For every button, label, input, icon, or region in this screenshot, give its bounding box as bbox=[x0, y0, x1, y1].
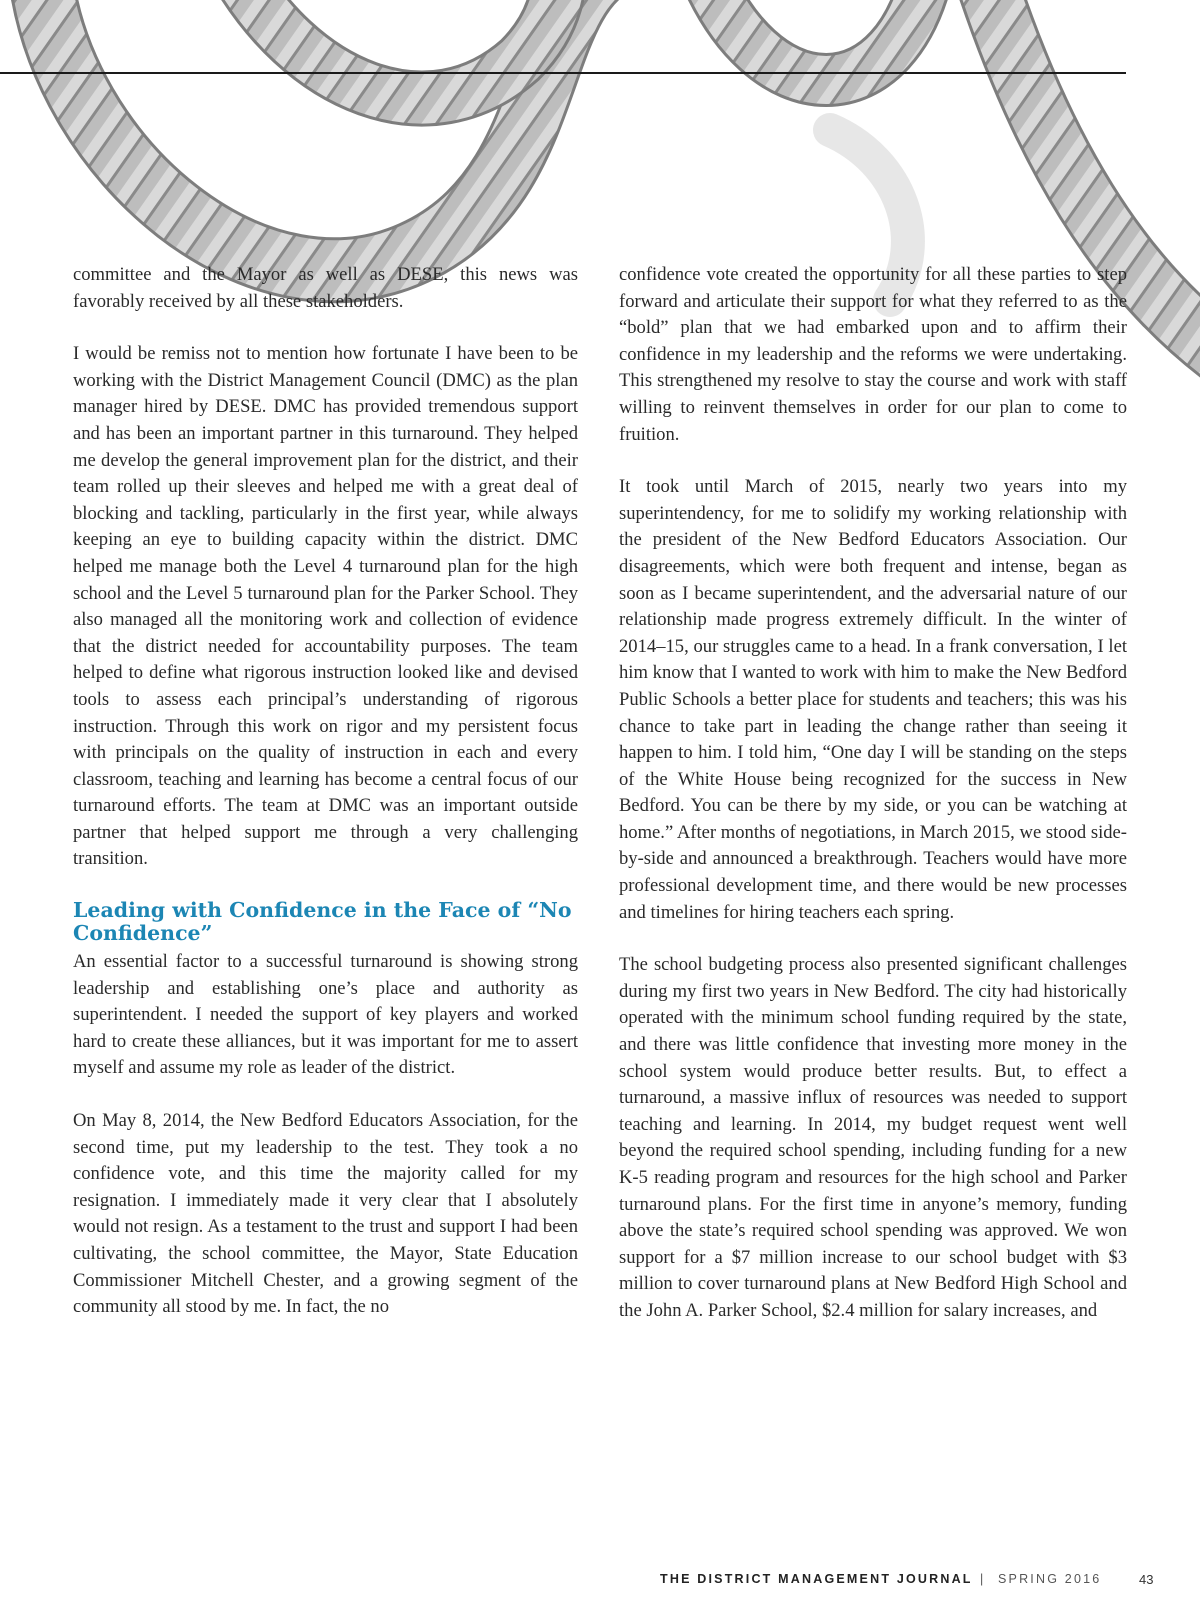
footer-separator: | bbox=[980, 1572, 984, 1586]
right-column bbox=[619, 262, 1127, 1325]
page-number: 43 bbox=[1139, 1572, 1154, 1587]
body-paragraph: It took until March of 2015, nearly two years into my superintendency, for me to solidify my working relationship with the president of the New Bedford Educators Association. Our disagreements, which were both frequent and intense, began as soon as I became superintendent, and the adversarial nature of our relationship made progress extremely difficult. In the winter of 2014–15, our struggles came to a head. In a frank conversation, I let him know that I wanted to work with him to make the New Bedford Public Schools a better place for students and teachers; this was his chance to take part in leading the change rather than seeing it happen to him. I told him, “One day I will be standing on the steps of the White House being recognized for the success in New Bedford. You can be there by my side, or you can be watching at home.” After months of negotiations, in March 2015, we stood side-by-side and announced a breakthrough. Teachers would have more professional development time, and there would be new processes and timelines for hiring teachers each spring. bbox=[619, 476, 1127, 923]
section-heading: Leading with Confidence in the Face of “No Confidence” bbox=[73, 898, 572, 946]
page-footer bbox=[0, 1572, 1200, 1592]
body-paragraph: An essential factor to a successful turnaround is showing strong leadership and establishing one’s place and authority as superintendent. I needed the support of key players and worked hard to create these alliances, but it was important for me to assert myself and assume my role as leader of the district. bbox=[73, 951, 578, 1079]
body-paragraph: The school budgeting process also presented significant challenges during my first two years in New Bedford. The city had historically operated with the minimum school funding required by the state, and there was little confidence that investing more money in the school system would produce better results. But, to effect a turnaround, a massive influx of resources was needed to support teaching and learning. In 2014, my budget request went well beyond the required school spending, including funding for a new K-5 reading program and resources for the high school and Parker turnaround plans. For the first time in anyone’s memory, funding above the state’s required school spending was approved. We won support for a $7 million increase to our school budget with $3 million to cover turnaround plans at New Bedford High School and the John A. Parker School, $2.4 million for salary increases, and bbox=[619, 954, 1127, 1321]
body-paragraph: committee and the Mayor as well as DESE, this news was favorably received by all these stakeholders. bbox=[73, 264, 578, 312]
left-column bbox=[73, 262, 578, 1321]
issue-season: SPRING 2016 bbox=[998, 1572, 1102, 1586]
body-paragraph: I would be remiss not to mention how fortunate I have been to be working with the District Management Council (DMC) as the plan manager hired by DESE. DMC has provided tremendous support and has been an important partner in this turnaround. They helped me develop the general improvement plan for the district, and their team rolled up their sleeves and helped me with a great deal of blocking and tackling, particularly in the first year, while always keeping an eye to building capacity within the district. DMC helped me manage both the Level 4 turnaround plan for the high school and the Level 5 turnaround plan for the Parker School. They also managed all the monitoring work and collection of evidence that the district needed for accountability purposes. The team helped to define what rigorous instruction looked like and devised tools to assess each principal’s understanding of rigorous instruction. Through this work on rigor and my persistent focus with principals on the quality of instruction in each and every classroom, teaching and learning has become a central focus of our turnaround efforts. The team at DMC was an important outside partner that helped support me through a very challenging transition. bbox=[73, 343, 578, 870]
body-paragraph: confidence vote created the opportunity for all these parties to step forward and articulate their support for what they referred to as the “bold” plan that we had embarked upon and to affirm their confidence in my leadership and the reforms we were undertaking. This strengthened my resolve to stay the course and work with staff willing to reinvent themselves in order for our plan to come to fruition. bbox=[619, 264, 1127, 445]
body-paragraph: On May 8, 2014, the New Bedford Educators Association, for the second time, put my leadership to the test. They took a no confidence vote, and this time the majority called for my resignation. I immediately made it very clear that I absolutely would not resign. As a testament to the trust and support I had been cultivating, the school committee, the Mayor, State Education Commissioner Mitchell Chester, and a growing segment of the community all stood by me. In fact, the no bbox=[73, 1110, 578, 1318]
journal-title: THE DISTRICT MANAGEMENT JOURNAL bbox=[660, 1572, 973, 1586]
top-rule bbox=[0, 72, 1126, 74]
